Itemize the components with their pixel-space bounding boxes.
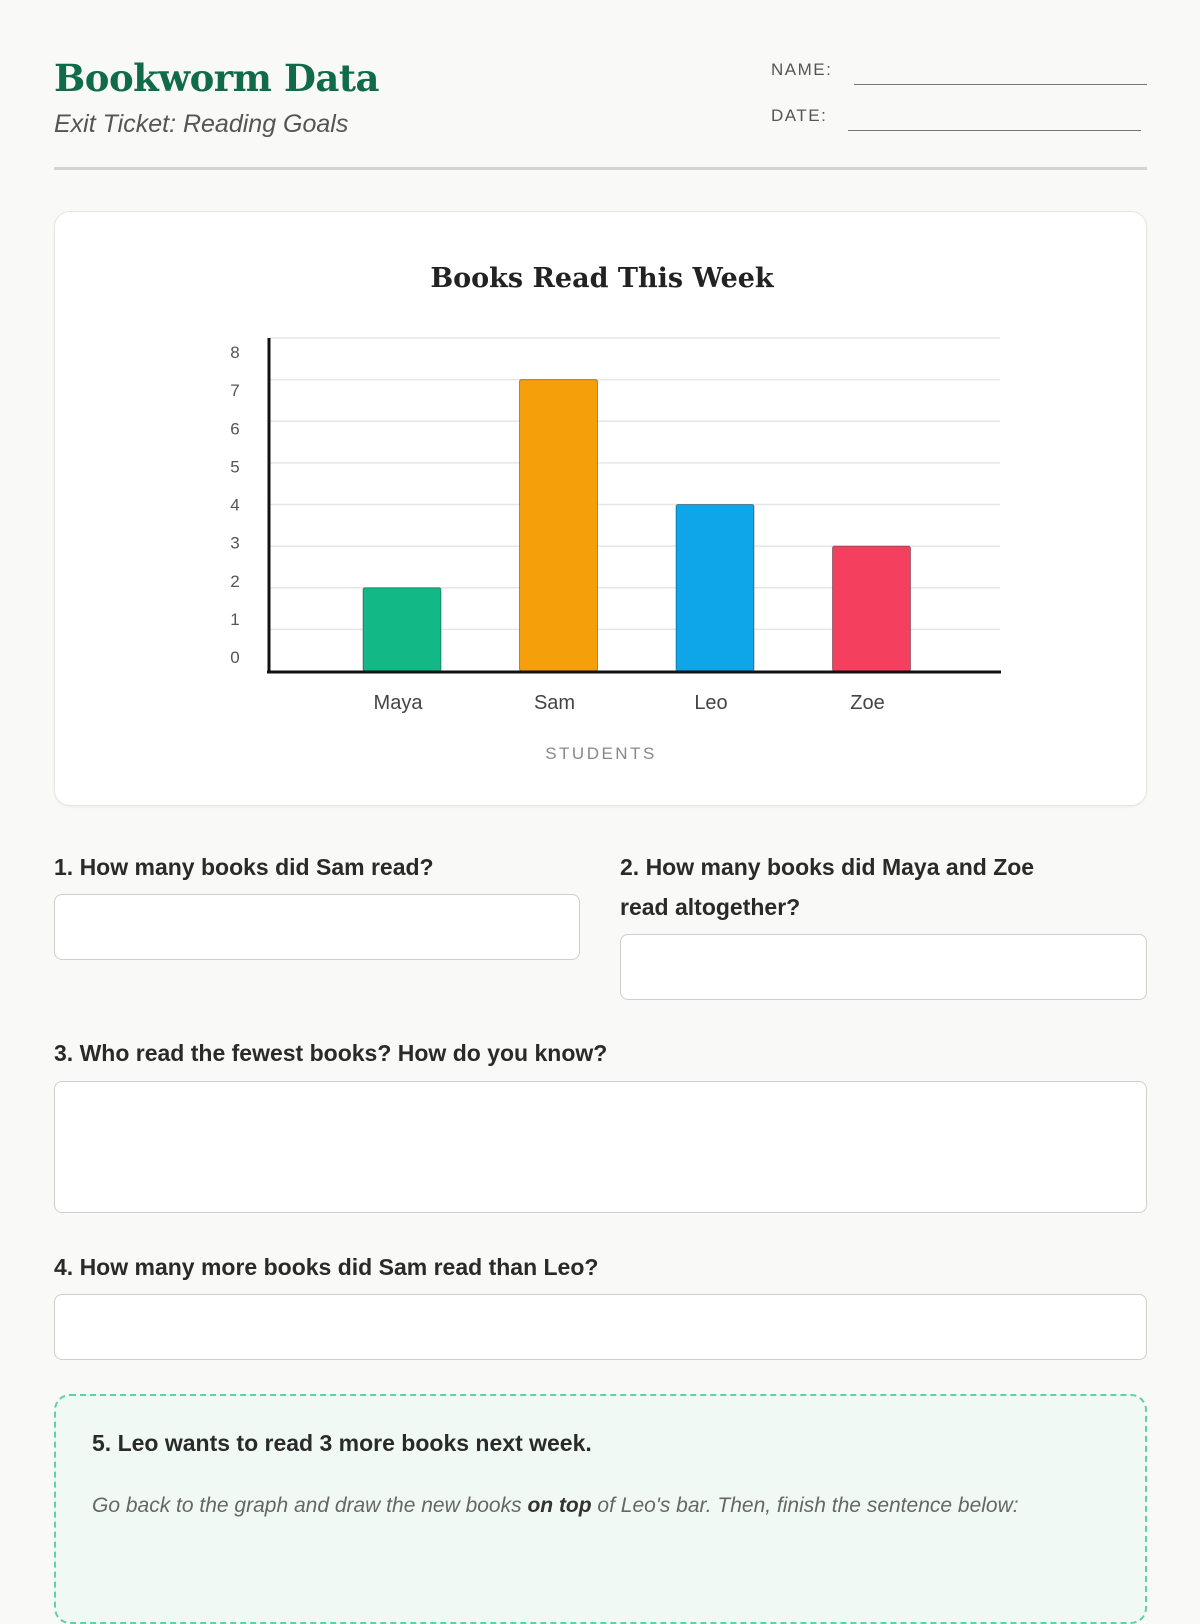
challenge-box xyxy=(54,1394,1147,1624)
challenge-text-end: of Leo's bar. Then, finish the sentence below: xyxy=(591,1494,1019,1517)
question-2-answer-box[interactable] xyxy=(620,934,1147,1000)
bar-maya xyxy=(363,588,441,671)
chart-card xyxy=(54,211,1147,806)
y-tick-label: 3 xyxy=(230,533,240,553)
x-tick-label: Leo xyxy=(694,692,728,714)
x-tick-label: Sam xyxy=(533,692,576,714)
question-1-label: 1. How many books did Sam read? xyxy=(54,854,434,880)
question-3-answer-box[interactable] xyxy=(54,1081,1147,1213)
question-2-label-line-2: read altogether? xyxy=(620,894,801,920)
page-subtitle: Exit Ticket: Reading Goals xyxy=(54,110,349,138)
challenge-title: 5. Leo wants to read 3 more books next week. xyxy=(92,1430,592,1456)
y-axis-ticks xyxy=(230,343,239,667)
question-1-answer-box[interactable] xyxy=(54,894,580,960)
name-label: NAME: xyxy=(771,60,833,79)
x-tick-label: Zoe xyxy=(850,692,885,714)
date-label: DATE: xyxy=(771,106,828,125)
x-axis-label: STUDENTS xyxy=(545,744,657,763)
y-tick-label: 2 xyxy=(230,571,240,591)
header-divider xyxy=(54,167,1147,170)
worksheet-page xyxy=(54,0,1147,1600)
y-tick-label: 0 xyxy=(230,648,240,667)
y-tick-label: 5 xyxy=(230,457,240,477)
chart-title: Books Read This Week xyxy=(430,263,774,294)
bar-leo xyxy=(676,505,754,672)
question-4-label: 4. How many more books did Sam read than Leo? xyxy=(54,1254,599,1280)
question-4-answer-box[interactable] xyxy=(54,1294,1147,1360)
challenge-instructions xyxy=(92,1486,1082,1525)
y-tick-label: 6 xyxy=(230,419,240,439)
x-tick-label: Maya xyxy=(373,692,423,714)
y-tick-label: 7 xyxy=(230,381,240,401)
name-line[interactable] xyxy=(854,84,1147,85)
y-tick-label: 8 xyxy=(230,343,240,362)
page-title: Bookworm Data xyxy=(54,56,379,100)
question-3-label: 3. Who read the fewest books? How do you know? xyxy=(54,1040,608,1066)
bars xyxy=(363,380,911,671)
bar-sam xyxy=(520,380,598,671)
y-tick-label: 1 xyxy=(230,609,240,629)
date-line[interactable] xyxy=(848,130,1141,131)
y-tick-label: 4 xyxy=(230,495,240,515)
x-axis-ticks xyxy=(374,692,885,714)
challenge-text-start: Go back to the graph and draw the new books xyxy=(92,1494,528,1517)
bar-zoe xyxy=(833,546,911,671)
bar-chart xyxy=(55,212,1146,805)
challenge-text-emphasis: on top xyxy=(527,1494,592,1517)
question-2-label-line-1: 2. How many books did Maya and Zoe xyxy=(620,854,1035,880)
